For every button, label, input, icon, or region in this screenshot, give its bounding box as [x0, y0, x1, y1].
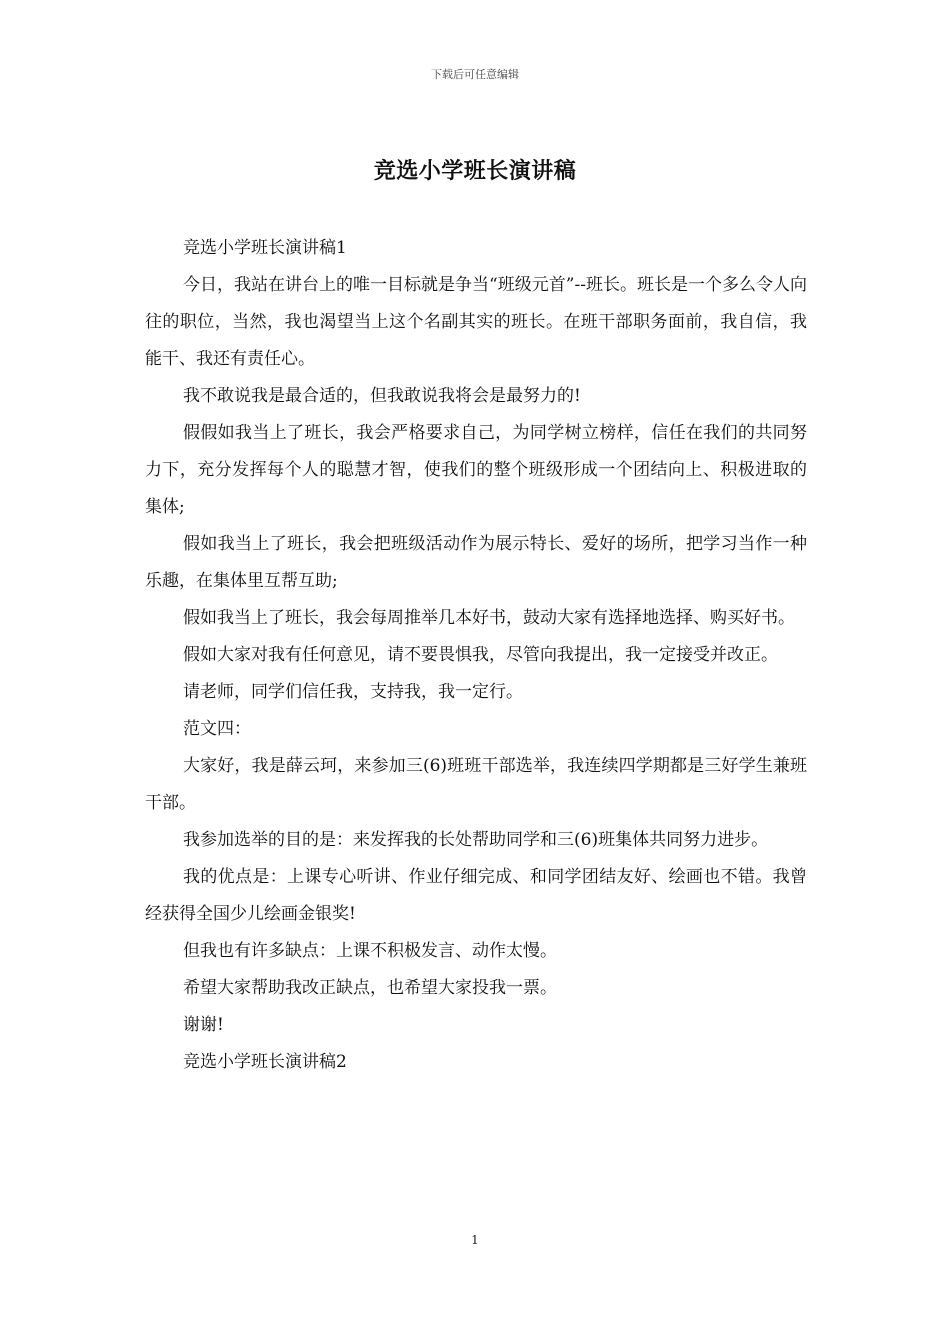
page-header-note: 下载后可任意编辑 — [431, 68, 519, 81]
page-number: 1 — [471, 1233, 479, 1247]
paragraph: 今日，我站在讲台上的唯一目标就是争当“班级元首”--班长。班长是一个多么令人向往的职位，当然，我也渴望当上这个名副其实的班长。在班干部职务面前，我自信，我能干、我还有责任心。 — [145, 275, 807, 369]
paragraph: 我参加选举的目的是：来发挥我的长处帮助同学和三(6)班集体共同努力进步。 — [183, 830, 769, 850]
paragraph: 谢谢! — [183, 1015, 224, 1035]
paragraph: 假如大家对我有任何意见，请不要畏惧我，尽管向我提出，我一定接受并改正。 — [183, 645, 778, 665]
paragraph: 假如我当上了班长，我会把班级活动作为展示特长、爱好的场所，把学习当作一种乐趣，在集体里互帮互助; — [145, 534, 807, 591]
paragraph: 假如我当上了班长，我会每周推举几本好书，鼓动大家有选择地选择、购买好书。 — [183, 608, 795, 628]
paragraph: 假假如我当上了班长，我会严格要求自己，为同学树立榜样，信任在我们的共同努力下，充分发挥每个人的聪慧才智，使我们的整个班级形成一个团结向上、积极进取的集体; — [145, 423, 807, 517]
paragraph: 希望大家帮助我改正缺点，也希望大家投我一票。 — [183, 978, 557, 998]
paragraph: 但我也有许多缺点：上课不积极发言、动作太慢。 — [183, 941, 557, 961]
paragraph: 我不敢说我是最合适的，但我敢说我将会是最努力的! — [183, 386, 581, 406]
document-title: 竞选小学班长演讲稿 — [373, 158, 577, 184]
paragraph: 竞选小学班长演讲稿1 — [183, 238, 347, 258]
paragraph: 竞选小学班长演讲稿2 — [183, 1052, 347, 1072]
paragraph: 我的优点是：上课专心听讲、作业仔细完成、和同学团结友好、绘画也不错。我曾经获得全国少儿绘画金银奖! — [145, 867, 807, 924]
document-body — [145, 230, 807, 1081]
paragraph: 请老师，同学们信任我，支持我，我一定行。 — [183, 682, 523, 702]
paragraph: 大家好，我是薛云珂，来参加三(6)班班干部选举，我连续四学期都是三好学生兼班干部。 — [145, 756, 807, 813]
paragraph: 范文四： — [183, 719, 251, 739]
